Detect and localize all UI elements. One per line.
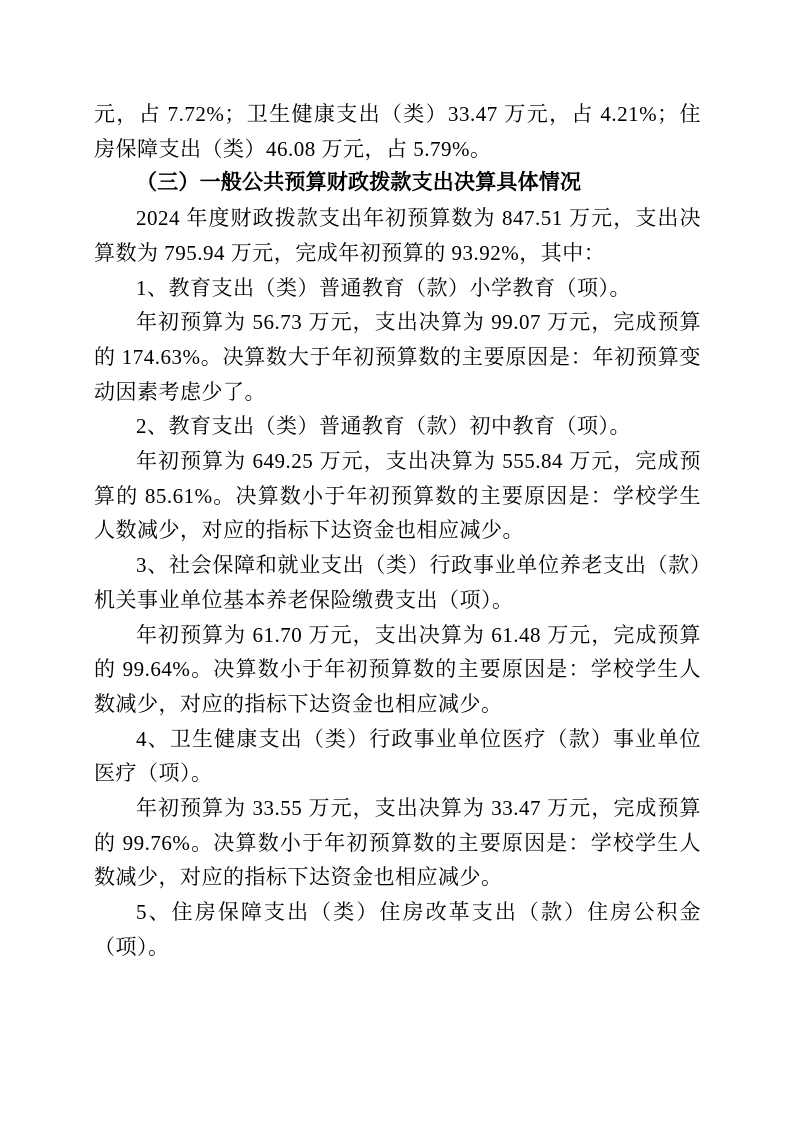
paragraph-item-3-detail: 年初预算为 61.70 万元，支出决算为 61.48 万元，完成预算的 99.64%。决算数小于年初预算数的主要原因是：学校学生人数减少，对应的指标下达资金也相应减少。 (94, 622, 701, 716)
paragraph-item-2-detail: 年初预算为 649.25 万元，支出决算为 555.84 万元，完成预算的 85.61%。决算数小于年初预算数的主要原因是：学校学生人数减少，对应的指标下达资金也相应减少。 (94, 449, 701, 543)
document-body (94, 97, 701, 965)
paragraph-item-4-detail: 年初预算为 33.55 万元，支出决算为 33.47 万元，完成预算的 99.76%。决算数小于年初预算数的主要原因是：学校学生人数减少，对应的指标下达资金也相应减少。 (94, 796, 701, 890)
section-heading-budget-expenditure-details: （三）一般公共预算财政拨款支出决算具体情况 (136, 171, 582, 195)
paragraph-expenditure-share-continuation: 元，占 7.72%；卫生健康支出（类）33.47 万元，占 4.21%；住房保障支出（类）46.08 万元，占 5.79%。 (94, 102, 701, 161)
paragraph-item-2-title: 2、教育支出（类）普通教育（款）初中教育（项）。 (136, 414, 631, 439)
paragraph-item-4-title: 4、卫生健康支出（类）行政事业单位医疗（款）事业单位医疗（项）。 (94, 726, 701, 786)
paragraph-item-1-title: 1、教育支出（类）普通教育（款）小学教育（项）。 (136, 275, 631, 300)
paragraph-item-3-title: 3、社会保障和就业支出（类）行政事业单位养老支出（款）机关事业单位基本养老保险缴费支出（项）。 (94, 553, 701, 612)
paragraph-overall-budget-summary: 2024 年度财政拨款支出年初预算数为 847.51 万元，支出决算数为 795.94 万元，完成年初预算的 93.92%，其中： (94, 206, 701, 265)
paragraph-item-1-detail: 年初预算为 56.73 万元，支出决算为 99.07 万元，完成预算的 174.63%。决算数大于年初预算数的主要原因是：年初预算变动因素考虑少了。 (94, 310, 701, 404)
paragraph-item-5-title: 5、住房保障支出（类）住房改革支出（款）住房公积金（项）。 (94, 900, 701, 959)
